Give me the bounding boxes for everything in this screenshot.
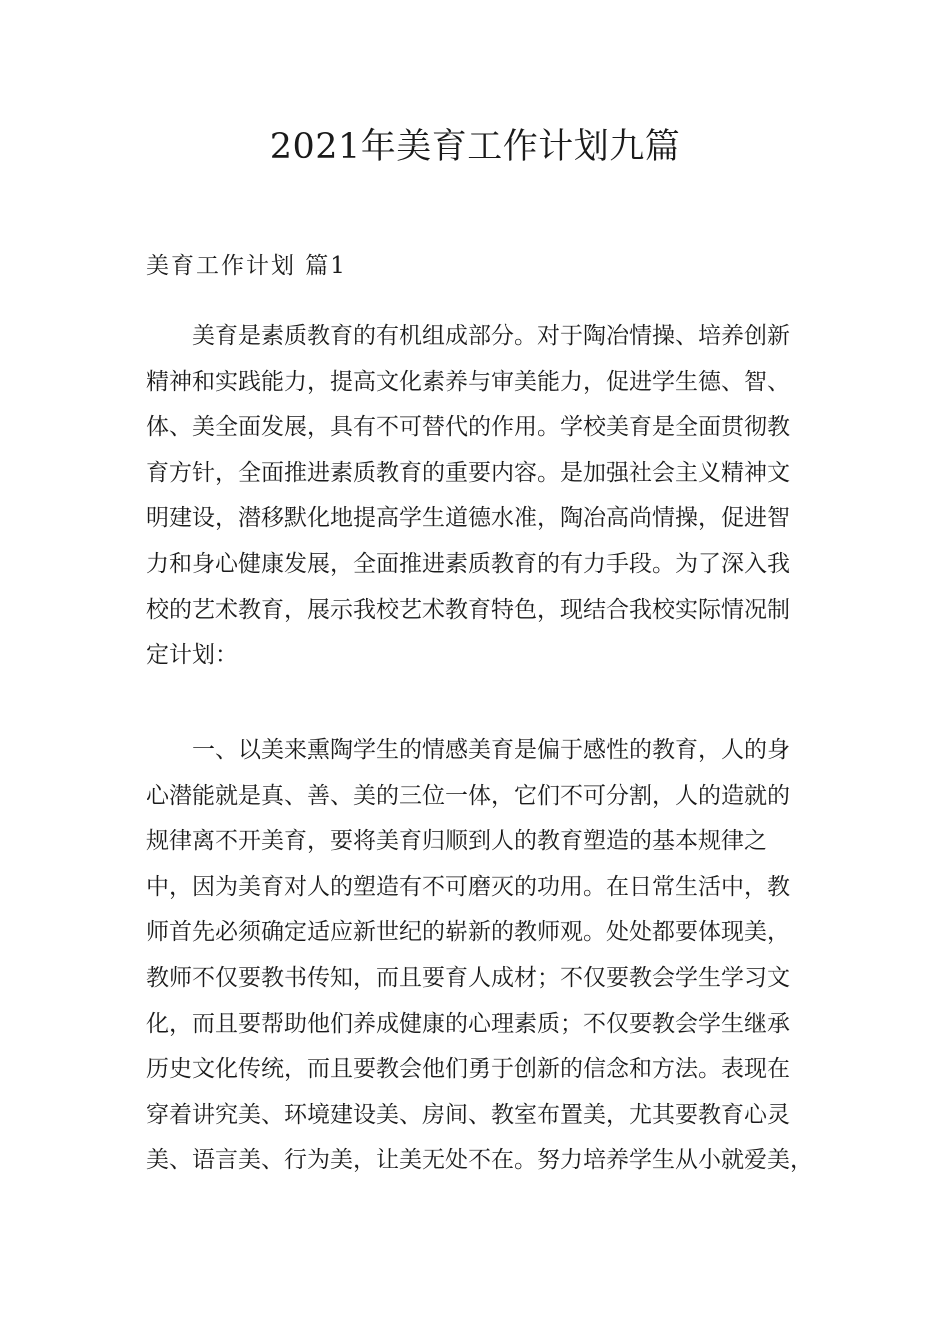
paragraph-line: 育方针，全面推进素质教育的重要内容。是加强社会主义精神文 — [146, 459, 790, 486]
paragraph-line: 定计划： — [146, 642, 238, 669]
paragraph-line: 校的艺术教育，展示我校艺术教育特色，现结合我校实际情况制 — [146, 596, 790, 623]
paragraph-line: 心潜能就是真、善、美的三位一体，它们不可分割，人的造就的 — [146, 782, 790, 809]
paragraph-line: 穿着讲究美、环境建设美、房间、教室布置美，尤其要教育心灵 — [146, 1101, 790, 1128]
document-title: 2021年美育工作计划九篇 — [269, 127, 681, 167]
paragraph-section-one — [146, 728, 813, 1184]
paragraph-line: 美、语言美、行为美，让美无处不在。努力培养学生从小就爱美， — [146, 1147, 813, 1174]
section-heading: 美育工作计划 篇1 — [146, 253, 347, 279]
paragraph-line: 体、美全面发展，具有不可替代的作用。学校美育是全面贯彻教 — [146, 414, 790, 441]
paragraph-line: 明建设，潜移默化地提高学生道德水准，陶冶高尚情操，促进智 — [146, 505, 790, 532]
paragraph-line: 历史文化传统，而且要教会他们勇于创新的信念和方法。表现在 — [146, 1056, 790, 1083]
paragraph-line: 精神和实践能力，提高文化素养与审美能力，促进学生德、智、 — [146, 368, 790, 395]
paragraph-intro — [146, 314, 806, 679]
paragraph-line: 师首先必须确定适应新世纪的崭新的教师观。处处都要体现美， — [146, 919, 790, 946]
paragraph-line: 教师不仅要教书传知，而且要育人成材；不仅要教会学生学习文 — [146, 964, 790, 991]
paragraph-line: 一、以美来熏陶学生的情感美育是偏于感性的教育，人的身 — [192, 737, 790, 763]
paragraph-line: 美育是素质教育的有机组成部分。对于陶冶情操、培养创新 — [192, 323, 790, 349]
paragraph-line: 力和身心健康发展，全面推进素质教育的有力手段。为了深入我 — [146, 550, 790, 577]
paragraph-line: 规律离不开美育，要将美育归顺到人的教育塑造的基本规律之 — [146, 828, 767, 855]
paragraph-line: 中，因为美育对人的塑造有不可磨灭的功用。在日常生活中，教 — [146, 873, 790, 900]
paragraph-line: 化，而且要帮助他们养成健康的心理素质；不仅要教会学生继承 — [146, 1010, 790, 1037]
